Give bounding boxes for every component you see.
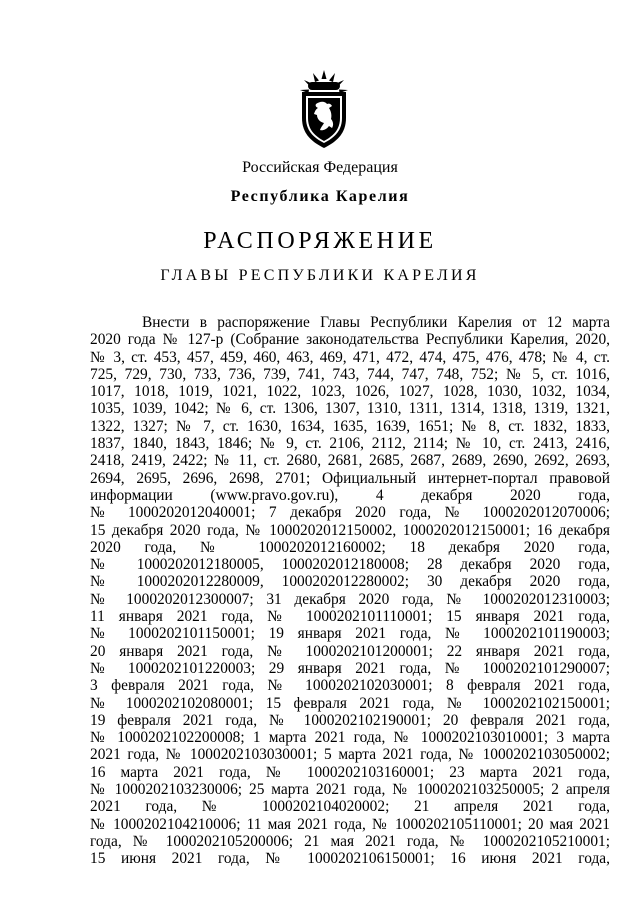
document-type: РАСПОРЯЖЕНИЕ xyxy=(203,228,437,254)
body-line: № 1000202012180005, 1000202012180008; 28 декабря 2020 года, xyxy=(90,556,610,574)
body-line: 2694, 2695, 2696, 2698, 2701; Официальный интернет-портал правовой xyxy=(90,469,610,487)
body-line: № 1000202102200008; 1 марта 2021 года, № 1000202103010001; 3 марта xyxy=(90,729,610,747)
body-line: 20 января 2021 года, № 1000202101200001; 22 января 2021 года, xyxy=(90,642,610,660)
body-line: 1035, 1039, 1042; № 6, ст. 1306, 1307, 1310, 1311, 1314, 1318, 1319, 1321, xyxy=(90,400,610,418)
body-line: 1322, 1327; № 7, ст. 1630, 1634, 1635, 1639, 1651; № 8, ст. 1832, 1833, xyxy=(90,417,610,435)
body-line: Внести в распоряжение Главы Республики Карелия от 12 марта xyxy=(142,314,610,331)
body-line: 2020 года № 127-р (Собрание законодательства Республики Карелия, 2020, xyxy=(90,331,610,349)
country-name: Российская Федерация xyxy=(242,159,398,176)
body-line: 1017, 1018, 1019, 1021, 1022, 1023, 1026, 1027, 1028, 1030, 1032, 1034, xyxy=(90,383,610,401)
body-line: № 1000202101150001; 19 января 2021 года, № 1000202101190003; xyxy=(90,625,610,643)
body-line: № 1000202103230006; 25 марта 2021 года, № 1000202103250005; 2 апреля xyxy=(90,781,610,799)
body-line: 15 декабря 2020 года, № 1000202012150002, 1000202012150001; 16 декабря xyxy=(90,521,610,539)
body-line: № 1000202012280009, 1000202012280002; 30 декабря 2020 года, xyxy=(90,573,610,591)
coat-of-arms-icon xyxy=(298,70,350,150)
body-line: № 1000202012300007; 31 декабря 2020 года, № 1000202012310003; xyxy=(90,590,610,608)
body-line: 1837, 1840, 1843, 1846; № 9, ст. 2106, 2112, 2114; № 10, ст. 2413, 2416, xyxy=(90,435,610,453)
body-line: № 3, ст. 453, 457, 459, 460, 463, 469, 471, 472, 474, 475, 476, 478; № 4, ст. xyxy=(90,348,610,366)
body-line: 3 февраля 2021 года, № 1000202102030001; 8 февраля 2021 года, xyxy=(90,677,610,695)
document-body xyxy=(90,314,610,868)
body-line: № 1000202012040001; 7 декабря 2020 года, № 1000202012070006; xyxy=(90,504,610,522)
body-line: года, № 1000202105200006; 21 мая 2021 года, № 1000202105210001; xyxy=(90,832,610,850)
document-issuer: ГЛАВЫ РЕСПУБЛИКИ КАРЕЛИЯ xyxy=(160,267,480,284)
body-line: 2021 года, № 1000202103030001; 5 марта 2021 года, № 1000202103050002; xyxy=(90,746,610,764)
body-line: 2020 года, № 1000202012160002; 18 декабря 2020 года, xyxy=(90,538,610,556)
republic-name: Республика Карелия xyxy=(230,188,410,205)
body-line: № 1000202104210006; 11 мая 2021 года, № 1000202105110001; 20 мая 2021 xyxy=(90,815,610,833)
body-line: 2021 года, № 1000202104020002; 21 апреля 2021 года, xyxy=(90,798,610,816)
body-line: 2418, 2419, 2422; № 11, ст. 2680, 2681, 2685, 2687, 2689, 2690, 2692, 2693, xyxy=(90,452,610,470)
body-line: 19 февраля 2021 года, № 1000202102190001; 20 февраля 2021 года, xyxy=(90,711,610,729)
body-line: информации (www.pravo.gov.ru), 4 декабря 2020 года, xyxy=(90,486,610,504)
body-line: № 1000202102080001; 15 февраля 2021 года, № 1000202102150001; xyxy=(90,694,610,712)
body-line: № 1000202101220003; 29 января 2021 года, № 1000202101290007; xyxy=(90,659,610,677)
body-line: 15 июня 2021 года, № 1000202106150001; 16 июня 2021 года, xyxy=(90,850,610,868)
body-line: 16 марта 2021 года, № 1000202103160001; 23 марта 2021 года, xyxy=(90,763,610,781)
body-line: 725, 729, 730, 733, 736, 739, 741, 743, 744, 747, 748, 752; № 5, ст. 1016, xyxy=(90,365,610,383)
body-line: 11 января 2021 года, № 1000202101110001; 15 января 2021 года, xyxy=(90,608,610,626)
